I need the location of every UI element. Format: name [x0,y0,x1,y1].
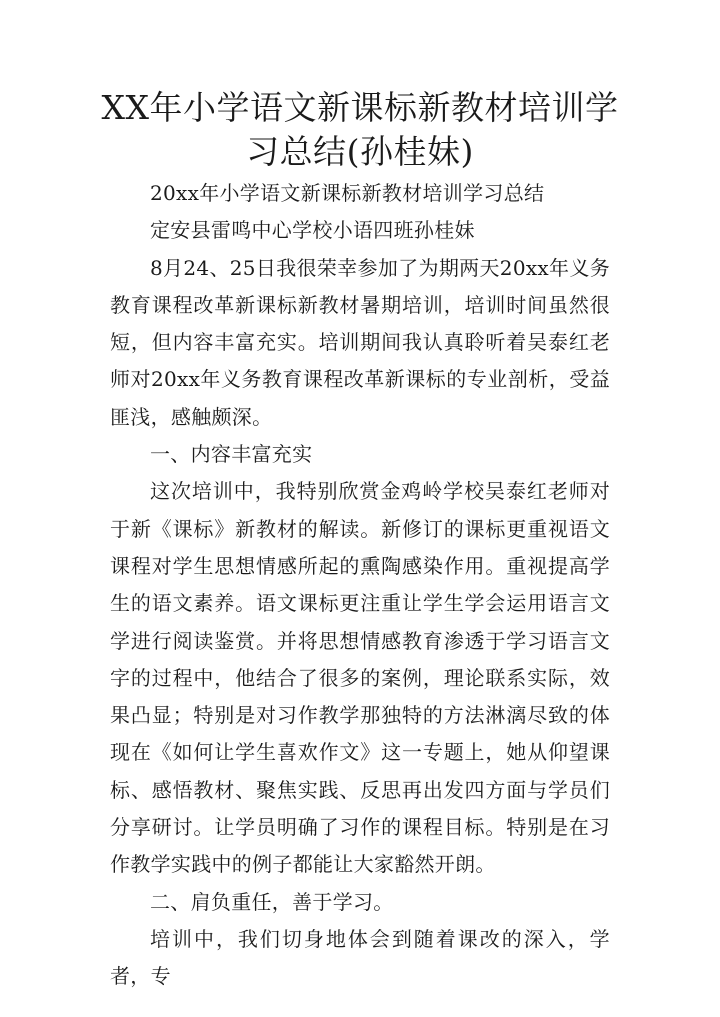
section-heading-2: 二、肩负重任，善于学习。 [150,889,394,914]
intro-paragraph: 8月24、25日我很荣幸参加了为期两天20xx年义务教育课程改革新课标新教材暑期培训，培训时间虽然很短，但内容丰富充实。培训期间我认真聆听着吴泰红老师对20xx年义务教育课程改革新课标的专业剖析，受益匪浅，感触颇深。 [110,255,610,429]
section-heading-1: 一、内容丰富充实 [150,442,313,467]
subtitle-paragraph: 20xx年小学语文新课标新教材培训学习总结 [150,181,545,205]
document-body [110,175,610,996]
document-title: XX年小学语文新课标新教材培训学习总结(孙桂妹) [101,88,619,171]
author-paragraph: 定安县雷鸣中心学校小语四班孙桂妹 [150,218,475,243]
section-2-paragraph: 培训中，我们切身地体会到随着课改的深入，学者，专 [110,926,610,989]
section-1-paragraph: 这次培训中，我特别欣赏金鸡岭学校吴泰红老师对于新《课标》新教材的解读。新修订的课标更重视语文课程对学生思想情感所起的熏陶感染作用。重视提高学生的语文素养。语文课标更注重让学生学会运用语言文学进行阅读鉴赏。并将思想情感教育渗透于学习语言文字的过程中，他结合了很多的案例，理论联系实际，效果凸显；特别是对习作教学那独特的方法淋漓尽致的体现在《如何让学生喜欢作文》这一专题上，她从仰望课标、感悟教材、聚焦实践、反思再出发四方面与学员们分享研讨。让学员明确了习作的课程目标。特别是在习作教学实践中的例子都能让大家豁然开朗。 [110,479,610,877]
